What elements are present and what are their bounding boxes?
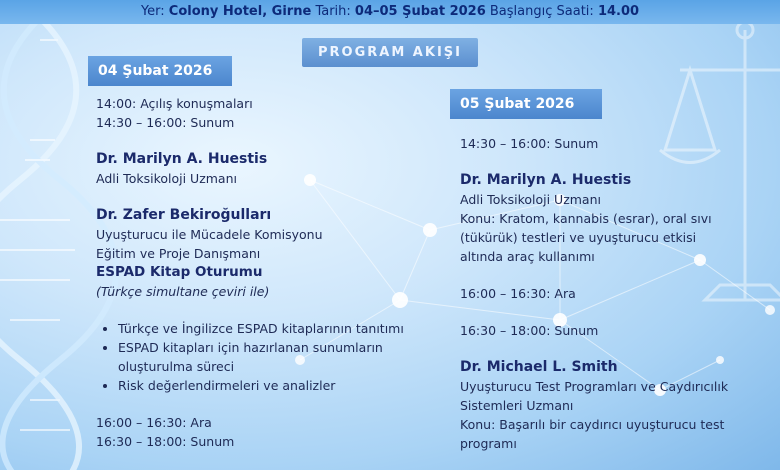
day1-speaker1-title: Adli Toksikoloji Uzmanı — [96, 171, 237, 186]
day1-date-tab: 04 Şubat 2026 — [88, 56, 232, 86]
date-label: Tarih: — [315, 4, 351, 19]
day1-speaker2-title1: Uyuşturucu ile Mücadele Komisyonu — [96, 227, 323, 242]
day1-session2: 16:30 – 18:00: Sunum — [96, 434, 235, 449]
day2-speaker1-name: Dr. Marilyn A. Huestis — [460, 172, 632, 188]
day2-speaker2-title2: Sistemleri Uzmanı — [460, 398, 574, 413]
day1-speaker2-title2: Eğitim ve Proje Danışmanı — [96, 246, 261, 261]
day2-speaker2-title1: Uyuşturucu Test Programları ve Caydırıcılık — [460, 379, 729, 394]
event-dates: 04–05 Şubat 2026 — [354, 4, 486, 19]
day1-speaker1-name: Dr. Marilyn A. Huestis — [96, 151, 268, 167]
day2-session2: 16:30 – 18:00: Sunum — [460, 323, 599, 338]
day1-translation-note: (Türkçe simultane çeviri ile) — [96, 284, 270, 299]
day2-speaker1-title: Adli Toksikoloji Uzmanı — [460, 192, 601, 207]
day2-speaker1-topic3: altında araç kullanımı — [460, 249, 595, 264]
event-info-bar — [0, 0, 780, 24]
program-title: PROGRAM AKIŞI — [302, 38, 478, 67]
list-item: • Türkçe ve İngilizce ESPAD kitaplarının tanıtımı — [118, 319, 408, 338]
day1-bullet-list — [96, 319, 408, 395]
day1-speaker2-name: Dr. Zafer Bekiroğulları — [96, 207, 272, 223]
day1-book-session: ESPAD Kitap Oturumu — [96, 264, 263, 280]
venue: Colony Hotel, Girne — [168, 4, 312, 19]
day1-session1: 14:30 – 16:00: Sunum — [96, 115, 235, 130]
day2-speaker1-topic2: (tükürük) testleri ve uyuşturucu etkisi — [460, 230, 697, 245]
list-item: • ESPAD kitapları için hazırlanan sunumların oluşturulma süreci — [118, 338, 408, 376]
start-label: Başlangıç Saati: — [489, 4, 594, 19]
day2-speaker2-topic1: Konu: Başarılı bir caydırıcı uyuşturucu test — [460, 417, 725, 432]
day1-break: 16:00 – 16:30: Ara — [96, 415, 212, 430]
day2-speaker2-name: Dr. Michael L. Smith — [460, 359, 618, 375]
venue-label: Yer: — [140, 4, 165, 19]
day2-speaker1-topic1: Konu: Kratom, kannabis (esrar), oral sıvı — [460, 211, 712, 226]
day2-date-tab: 05 Şubat 2026 — [450, 89, 602, 119]
start-time: 14.00 — [597, 4, 640, 19]
day2-break: 16:00 – 16:30: Ara — [460, 286, 576, 301]
list-item: • Risk değerlendirmeleri ve analizler — [118, 376, 408, 395]
day1-column — [96, 94, 426, 451]
day1-opening: 14:00: Açılış konuşmaları — [96, 96, 253, 111]
day2-column — [460, 134, 760, 453]
day2-session1: 14:30 – 16:00: Sunum — [460, 136, 599, 151]
day2-speaker2-topic2: programı — [460, 436, 517, 451]
